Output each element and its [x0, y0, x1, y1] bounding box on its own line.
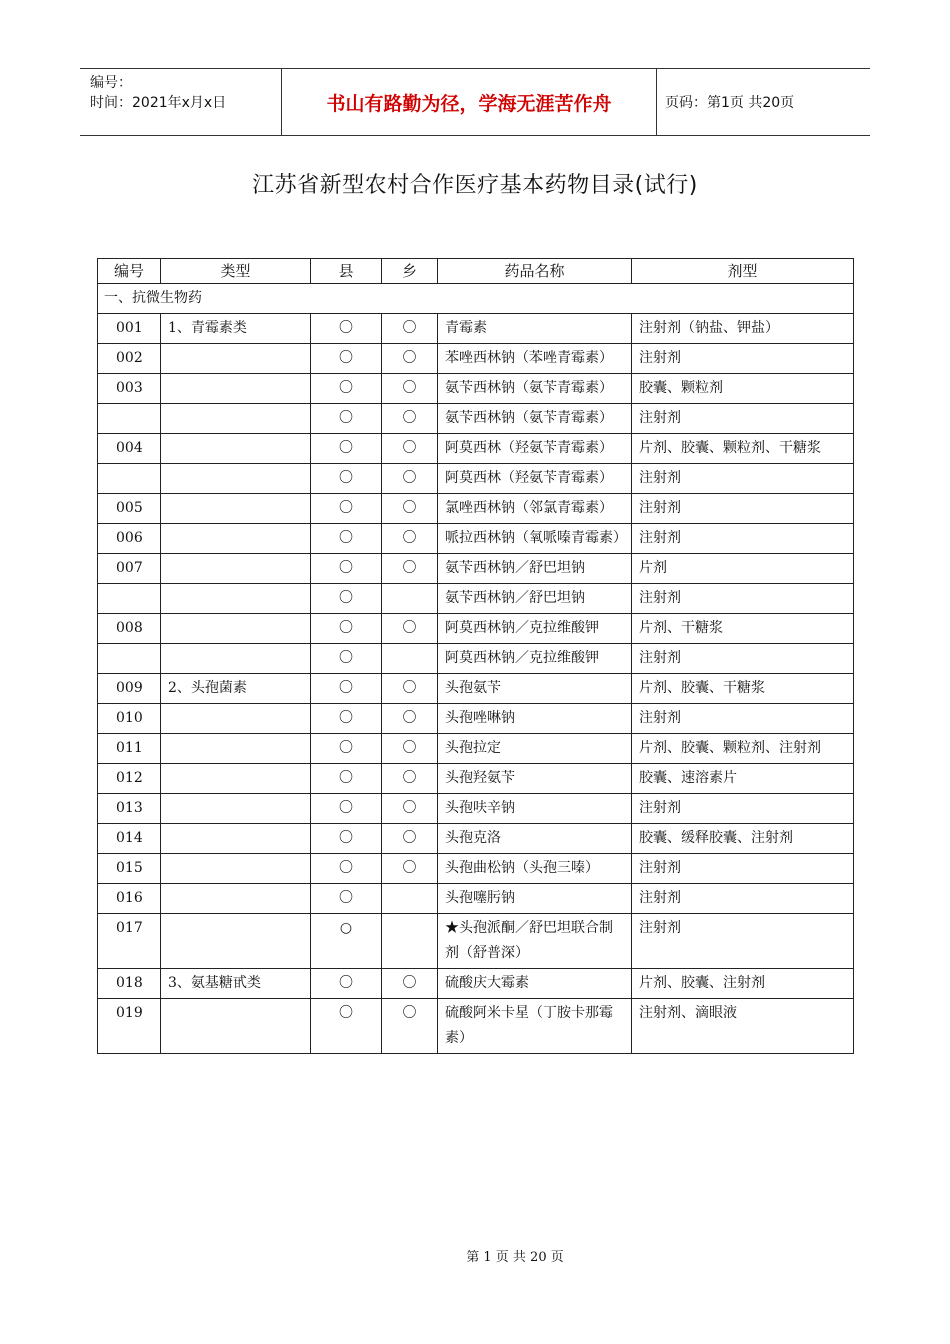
- cell-dosage-form: 胶囊、速溶素片: [632, 764, 854, 794]
- cell-dosage-form: 注射剂: [632, 914, 854, 969]
- header-meta: [80, 69, 282, 135]
- document-header: [80, 68, 870, 136]
- cell-dosage-form: 片剂、胶囊、颗粒剂、干糖浆: [632, 434, 854, 464]
- table-row: [98, 614, 854, 644]
- table-row: [98, 764, 854, 794]
- cell-number: [98, 464, 161, 494]
- cell-type: [161, 584, 311, 614]
- cell-town: [382, 914, 438, 969]
- cell-town: 〇: [382, 524, 438, 554]
- table-row: [98, 794, 854, 824]
- cell-county: 〇: [311, 464, 382, 494]
- cell-drug-name: 苯唑西林钠（苯唑青霉素）: [438, 344, 632, 374]
- table-row: [98, 554, 854, 584]
- cell-type: [161, 884, 311, 914]
- cell-number: 005: [98, 494, 161, 524]
- table-row: [98, 434, 854, 464]
- cell-county: 〇: [311, 404, 382, 434]
- cell-type: [161, 824, 311, 854]
- cell-type: [161, 344, 311, 374]
- cell-county: 〇: [311, 584, 382, 614]
- cell-number: 008: [98, 614, 161, 644]
- cell-type: [161, 464, 311, 494]
- cell-drug-name: 氨苄西林钠／舒巴坦钠: [438, 554, 632, 584]
- cell-drug-name: 头孢氨苄: [438, 674, 632, 704]
- header-drug-name: 药品名称: [438, 259, 632, 284]
- section-row: [98, 284, 854, 314]
- cell-type: [161, 374, 311, 404]
- table-row: [98, 584, 854, 614]
- cell-dosage-form: 注射剂: [632, 644, 854, 674]
- cell-type: [161, 434, 311, 464]
- cell-county: 〇: [311, 494, 382, 524]
- cell-town: 〇: [382, 999, 438, 1054]
- cell-type: [161, 614, 311, 644]
- table-row: [98, 734, 854, 764]
- cell-drug-name: 硫酸庆大霉素: [438, 969, 632, 999]
- cell-dosage-form: 片剂、干糖浆: [632, 614, 854, 644]
- cell-type: 1、青霉素类: [161, 314, 311, 344]
- cell-town: 〇: [382, 854, 438, 884]
- cell-number: 011: [98, 734, 161, 764]
- cell-town: 〇: [382, 794, 438, 824]
- cell-number: 017: [98, 914, 161, 969]
- cell-number: [98, 404, 161, 434]
- cell-dosage-form: 注射剂: [632, 584, 854, 614]
- cell-type: [161, 404, 311, 434]
- cell-drug-name: 头孢呋辛钠: [438, 794, 632, 824]
- cell-type: [161, 764, 311, 794]
- cell-number: 003: [98, 374, 161, 404]
- cell-dosage-form: 注射剂: [632, 524, 854, 554]
- cell-drug-name: 头孢克洛: [438, 824, 632, 854]
- cell-town: 〇: [382, 969, 438, 999]
- section-title: 一、抗微生物药: [98, 284, 854, 314]
- cell-number: 002: [98, 344, 161, 374]
- cell-county: 〇: [311, 434, 382, 464]
- cell-type: [161, 734, 311, 764]
- cell-dosage-form: 注射剂: [632, 464, 854, 494]
- cell-county: 〇: [311, 554, 382, 584]
- cell-dosage-form: 片剂、胶囊、干糖浆: [632, 674, 854, 704]
- cell-town: 〇: [382, 764, 438, 794]
- time-label: 时间：2021年x月x日: [90, 95, 227, 111]
- table-header-row: [98, 259, 854, 284]
- cell-number: 006: [98, 524, 161, 554]
- table-row: [98, 404, 854, 434]
- cell-town: 〇: [382, 674, 438, 704]
- header-type: 类型: [161, 259, 311, 284]
- cell-drug-name: 硫酸阿米卡星（丁胺卡那霉素）: [438, 999, 632, 1054]
- cell-type: [161, 524, 311, 554]
- cell-town: 〇: [382, 344, 438, 374]
- cell-town: 〇: [382, 554, 438, 584]
- cell-number: 010: [98, 704, 161, 734]
- cell-type: [161, 704, 311, 734]
- cell-number: 012: [98, 764, 161, 794]
- cell-drug-name: 阿莫西林（羟氨苄青霉素）: [438, 434, 632, 464]
- table-row: [98, 464, 854, 494]
- cell-type: [161, 914, 311, 969]
- table-row: [98, 854, 854, 884]
- cell-county: 〇: [311, 614, 382, 644]
- cell-drug-name: 氨苄西林钠／舒巴坦钠: [438, 584, 632, 614]
- header-county: 县: [311, 259, 382, 284]
- cell-drug-name: 氯唑西林钠（邻氯青霉素）: [438, 494, 632, 524]
- cell-town: 〇: [382, 824, 438, 854]
- table-row: [98, 704, 854, 734]
- cell-town: 〇: [382, 494, 438, 524]
- cell-drug-name: 头孢羟氨苄: [438, 764, 632, 794]
- cell-dosage-form: 注射剂: [632, 344, 854, 374]
- cell-drug-name: 头孢拉定: [438, 734, 632, 764]
- cell-type: 2、头孢菌素: [161, 674, 311, 704]
- header-number: 编号: [98, 259, 161, 284]
- cell-number: 009: [98, 674, 161, 704]
- cell-county: 〇: [311, 704, 382, 734]
- cell-county: 〇: [311, 674, 382, 704]
- cell-town: [382, 584, 438, 614]
- table-row: [98, 884, 854, 914]
- cell-town: 〇: [382, 374, 438, 404]
- cell-county: 〇: [311, 734, 382, 764]
- cell-dosage-form: 注射剂: [632, 704, 854, 734]
- cell-county: 〇: [311, 644, 382, 674]
- number-label: 编号：: [90, 75, 132, 91]
- cell-dosage-form: 胶囊、颗粒剂: [632, 374, 854, 404]
- table-row: [98, 674, 854, 704]
- cell-dosage-form: 注射剂: [632, 404, 854, 434]
- table-row: [98, 644, 854, 674]
- cell-town: 〇: [382, 434, 438, 464]
- cell-type: [161, 854, 311, 884]
- cell-dosage-form: 注射剂: [632, 884, 854, 914]
- cell-drug-name: ★头孢派酮／舒巴坦联合制剂（舒普深）: [438, 914, 632, 969]
- cell-number: 019: [98, 999, 161, 1054]
- cell-number: 015: [98, 854, 161, 884]
- cell-dosage-form: 注射剂: [632, 794, 854, 824]
- document-title: 江苏省新型农村合作医疗基本药物目录(试行): [252, 173, 698, 198]
- header-page-info: 页码：第1页 共20页: [665, 95, 795, 111]
- cell-county: 〇: [311, 999, 382, 1054]
- cell-dosage-form: 注射剂、滴眼液: [632, 999, 854, 1054]
- header-dosage-form: 剂型: [632, 259, 854, 284]
- table-row: [98, 824, 854, 854]
- cell-number: 001: [98, 314, 161, 344]
- cell-number: 004: [98, 434, 161, 464]
- cell-drug-name: 头孢噻肟钠: [438, 884, 632, 914]
- table-row: [98, 494, 854, 524]
- cell-type: [161, 554, 311, 584]
- cell-drug-name: 阿莫西林钠／克拉维酸钾: [438, 614, 632, 644]
- page-footer: 第 1 页 共 20 页: [466, 1250, 564, 1265]
- cell-drug-name: 青霉素: [438, 314, 632, 344]
- cell-county: ○: [311, 914, 382, 969]
- cell-county: 〇: [311, 344, 382, 374]
- table-row: [98, 969, 854, 999]
- cell-type: [161, 644, 311, 674]
- cell-drug-name: 氨苄西林钠（氨苄青霉素）: [438, 374, 632, 404]
- table-row: [98, 314, 854, 344]
- cell-town: 〇: [382, 314, 438, 344]
- cell-county: 〇: [311, 374, 382, 404]
- cell-number: 014: [98, 824, 161, 854]
- cell-number: [98, 584, 161, 614]
- cell-county: 〇: [311, 884, 382, 914]
- drug-catalog-table: [97, 258, 854, 1054]
- cell-type: [161, 794, 311, 824]
- cell-number: 007: [98, 554, 161, 584]
- cell-number: 016: [98, 884, 161, 914]
- cell-drug-name: 阿莫西林钠／克拉维酸钾: [438, 644, 632, 674]
- table-row: [98, 999, 854, 1054]
- cell-number: [98, 644, 161, 674]
- cell-county: 〇: [311, 854, 382, 884]
- cell-number: 018: [98, 969, 161, 999]
- cell-dosage-form: 注射剂: [632, 854, 854, 884]
- cell-county: 〇: [311, 969, 382, 999]
- table-row: [98, 344, 854, 374]
- cell-drug-name: 阿莫西林（羟氨苄青霉素）: [438, 464, 632, 494]
- cell-town: 〇: [382, 464, 438, 494]
- cell-dosage-form: 胶囊、缓释胶囊、注射剂: [632, 824, 854, 854]
- cell-town: [382, 644, 438, 674]
- cell-town: [382, 884, 438, 914]
- cell-town: 〇: [382, 404, 438, 434]
- cell-dosage-form: 注射剂（钠盐、钾盐）: [632, 314, 854, 344]
- cell-drug-name: 氨苄西林钠（氨苄青霉素）: [438, 404, 632, 434]
- cell-dosage-form: 片剂、胶囊、注射剂: [632, 969, 854, 999]
- cell-type: 3、氨基糖甙类: [161, 969, 311, 999]
- table-row: [98, 914, 854, 969]
- cell-dosage-form: 注射剂: [632, 494, 854, 524]
- cell-county: 〇: [311, 824, 382, 854]
- cell-town: 〇: [382, 734, 438, 764]
- cell-type: [161, 999, 311, 1054]
- cell-dosage-form: 片剂、胶囊、颗粒剂、注射剂: [632, 734, 854, 764]
- header-motto: 书山有路勤为径，学海无涯苦作舟: [282, 69, 657, 135]
- cell-county: 〇: [311, 314, 382, 344]
- cell-type: [161, 494, 311, 524]
- cell-number: 013: [98, 794, 161, 824]
- header-town: 乡: [382, 259, 438, 284]
- cell-dosage-form: 片剂: [632, 554, 854, 584]
- cell-drug-name: 哌拉西林钠（氧哌嗪青霉素）: [438, 524, 632, 554]
- cell-drug-name: 头孢曲松钠（头孢三嗪）: [438, 854, 632, 884]
- cell-county: 〇: [311, 794, 382, 824]
- table-row: [98, 524, 854, 554]
- cell-town: 〇: [382, 704, 438, 734]
- table-row: [98, 374, 854, 404]
- cell-drug-name: 头孢唑啉钠: [438, 704, 632, 734]
- cell-county: 〇: [311, 764, 382, 794]
- cell-county: 〇: [311, 524, 382, 554]
- cell-town: 〇: [382, 614, 438, 644]
